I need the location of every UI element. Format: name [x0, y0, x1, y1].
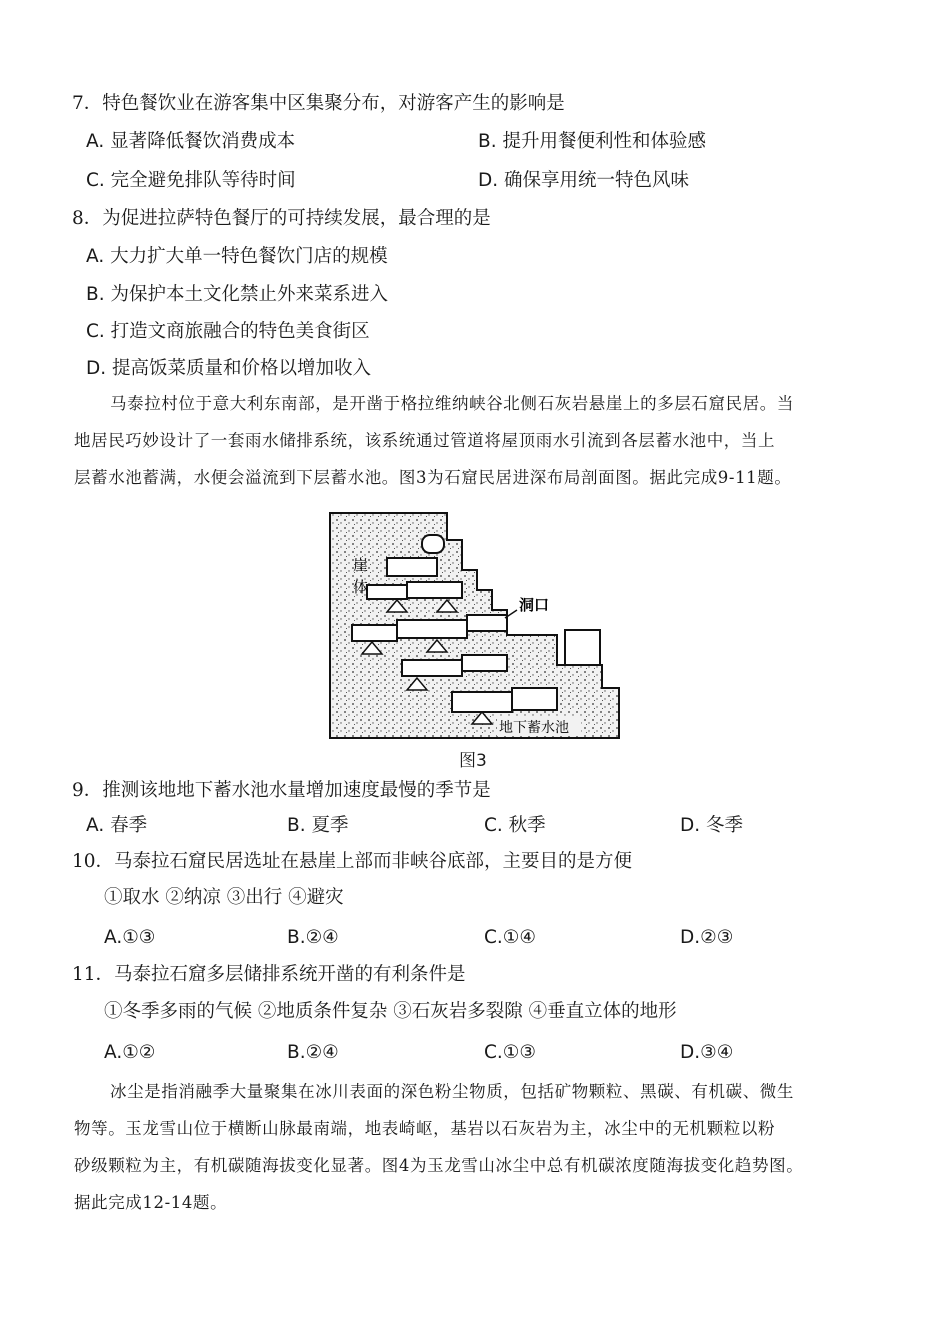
room — [467, 615, 507, 631]
question-8-option-c: C. 打造文商旅融合的特色美食街区 — [86, 321, 370, 342]
room — [422, 535, 444, 553]
question-9-option-d: D. 冬季 — [680, 815, 744, 836]
question-11-option-a: A.①② — [104, 1042, 156, 1063]
question-11-option-b: B.②④ — [287, 1042, 339, 1063]
question-10-option-a: A.①③ — [104, 927, 156, 948]
room — [397, 620, 467, 638]
question-11-option-d: D.③④ — [680, 1042, 734, 1063]
cave-mouth-label: 洞口 — [519, 596, 550, 614]
passage-2-line-3: 砂级颗粒为主，有机碳随海拔变化显著。图4为玉龙雪山冰尘中总有机碳浓度随海拔变化趋势图。 — [74, 1156, 804, 1175]
room — [352, 625, 397, 641]
room — [565, 630, 600, 665]
passage-1-line-1: 马泰拉村位于意大利东南部，是开凿于格拉维纳峡谷北侧石灰岩悬崖上的多层石窟民居。当 — [110, 394, 794, 413]
question-11-stem: 11．马泰拉石窟多层储排系统开凿的有利条件是 — [72, 964, 466, 985]
room — [512, 688, 557, 710]
passage-2-line-2: 物等。玉龙雪山位于横断山脉最南端，地表崎岖，基岩以石灰岩为主，冰尘中的无机颗粒以粉 — [74, 1119, 776, 1138]
question-9-option-b: B. 夏季 — [287, 815, 349, 836]
question-8-option-a: A. 大力扩大单一特色餐饮门店的规模 — [86, 246, 388, 267]
cliff-label-1: 崖 — [353, 556, 369, 574]
question-8-option-d: D. 提高饭菜质量和价格以增加收入 — [86, 358, 372, 379]
room — [367, 585, 407, 599]
cliff-dwelling-diagram — [327, 510, 622, 742]
question-10-items: ①取水 ②纳凉 ③出行 ④避灾 — [104, 887, 344, 908]
passage-2-line-1: 冰尘是指消融季大量聚集在冰川表面的深色粉尘物质，包括矿物颗粒、黑碳、有机碳、微生 — [110, 1082, 794, 1101]
passage-2-line-4: 据此完成12-14题。 — [74, 1193, 228, 1212]
passage-1-line-2: 地居民巧妙设计了一套雨水储排系统，该系统通过管道将屋顶雨水引流到各层蓄水池中，当上 — [74, 431, 776, 450]
question-8-stem: 8．为促进拉萨特色餐厅的可持续发展，最合理的是 — [72, 208, 491, 229]
question-7-option-b: B. 提升用餐便利性和体验感 — [478, 131, 706, 152]
passage-1-line-3: 层蓄水池蓄满，水便会溢流到下层蓄水池。图3为石窟民居进深布局剖面图。据此完成9-11题。 — [74, 468, 792, 487]
figure-3-caption: 图3 — [459, 751, 487, 771]
question-9-option-c: C. 秋季 — [484, 815, 546, 836]
question-11-option-c: C.①③ — [484, 1042, 536, 1063]
question-10-option-c: C.①④ — [484, 927, 536, 948]
question-9-option-a: A. 春季 — [86, 815, 148, 836]
question-10-option-b: B.②④ — [287, 927, 339, 948]
question-7-option-a: A. 显著降低餐饮消费成本 — [86, 131, 296, 152]
room — [452, 692, 512, 712]
question-11-items: ①冬季多雨的气候 ②地质条件复杂 ③石灰岩多裂隙 ④垂直立体的地形 — [104, 1001, 677, 1022]
question-9-stem: 9．推测该地地下蓄水池水量增加速度最慢的季节是 — [72, 780, 491, 801]
question-7-stem: 7．特色餐饮业在游客集中区集聚分布，对游客产生的影响是 — [72, 93, 565, 114]
room — [387, 558, 437, 576]
question-8-option-b: B. 为保护本土文化禁止外来菜系进入 — [86, 284, 388, 305]
underground-pool-label: 地下蓄水池 — [499, 720, 569, 736]
question-7-option-c: C. 完全避免排队等待时间 — [86, 170, 296, 191]
room — [402, 660, 462, 676]
room — [407, 582, 462, 598]
cliff-label-2: 体 — [353, 578, 369, 596]
figure-3-cliff-cross-section — [327, 510, 622, 742]
question-10-option-d: D.②③ — [680, 927, 734, 948]
room — [462, 655, 507, 671]
question-7-option-d: D. 确保享用统一特色风味 — [478, 170, 690, 191]
question-10-stem: 10．马泰拉石窟民居选址在悬崖上部而非峡谷底部，主要目的是方便 — [72, 851, 633, 872]
